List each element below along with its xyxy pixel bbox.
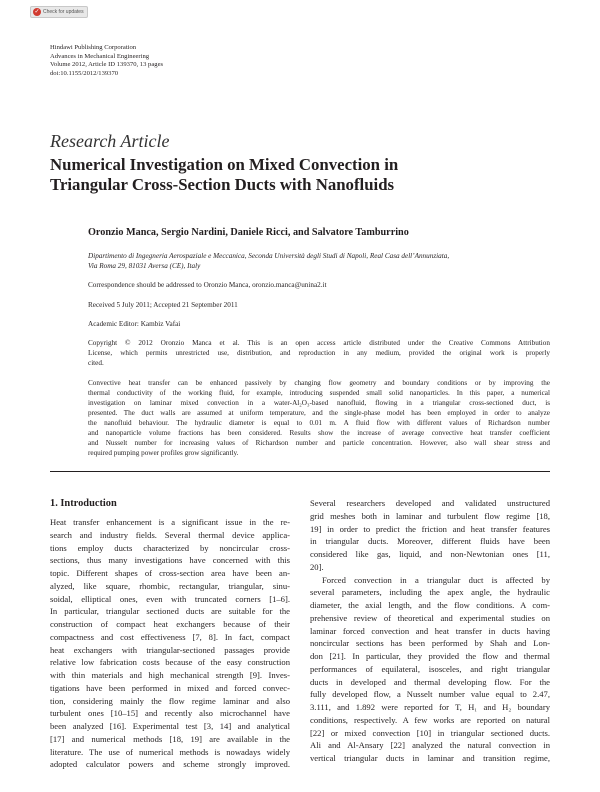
body-line: heat exchangers with triangular-sectioned passages provide bbox=[50, 644, 290, 655]
abstract bbox=[88, 378, 550, 458]
body-line: vertical triangular ducts in laminar and transition regime, bbox=[310, 753, 550, 763]
body-line: compactness and cost effectiveness [7, 8]. In fact, compact bbox=[50, 631, 290, 642]
abstract-line: and nanoparticle volume fractions has been considered. Results show the increase of average convective heat transfer coefficient bbox=[88, 429, 550, 437]
abstract-line: the nanofluid behaviour. The hydraulic diameter is equal to 0.01 m. A fluid flow with different values of Richardson number bbox=[88, 419, 550, 427]
body-line: [22] or mixed convection [10] in triangular sectioned ducts. bbox=[310, 727, 550, 738]
body-line: turbulent ones [10–15] and recently also microchannel have bbox=[50, 708, 290, 719]
body-line: tions employ ducts characterized by noncircular cross- bbox=[50, 542, 290, 553]
abstract-line: thermal conductivity of the working fluid, for example, introducing suspended small solid nanoparticles. In this paper, a numerical bbox=[88, 389, 550, 397]
doi: doi:10.1155/2012/139370 bbox=[50, 69, 119, 77]
body-line: tigations have been performed in mixed and forced convec- bbox=[50, 682, 290, 693]
body-line: been analyzed [16]. Experimental test [3, 14] and analytical bbox=[50, 721, 290, 731]
body-line: literature. The use of numerical methods is nowadays widely bbox=[50, 746, 290, 757]
body-line: 19] in order to predict the friction and heat transfer features bbox=[310, 523, 550, 534]
received-dates: Received 5 July 2011; Accepted 21 September 2011 bbox=[88, 301, 238, 309]
body-line: 20]. bbox=[310, 561, 324, 572]
right-column bbox=[310, 497, 550, 765]
section-divider bbox=[50, 471, 550, 472]
body-line: noncircular sections has been performed by Shah and Lon- bbox=[310, 638, 550, 649]
body-line: Several researchers developed and validated unstructured bbox=[310, 498, 550, 508]
body-line: Ali and Al-Ansary [22] analyzed the natural convection in bbox=[310, 740, 550, 751]
body-line: grid meshes both in laminar and turbulent flow regime [18, bbox=[310, 510, 550, 521]
body-line: fully developed flow, a Nusselt number value equal to 2.47, bbox=[310, 689, 550, 700]
publisher: Hindawi Publishing Corporation bbox=[50, 44, 137, 51]
authors: Oronzio Manca, Sergio Nardini, Daniele Ricci, and Salvatore Tamburrino bbox=[88, 227, 409, 238]
body-line: prehensive review of theoretical and experimental studies on bbox=[310, 612, 550, 623]
body-line: sections, thus many investigations have concerned with this bbox=[50, 555, 290, 566]
body-line: topic. Different shapes of cross-section area have been an- bbox=[50, 568, 290, 578]
title-line: Triangular Cross-Section Ducts with Nanofluids bbox=[50, 175, 395, 194]
body-line: alyzed, like square, rhombic, rectangular, triangular, sinu- bbox=[50, 580, 290, 591]
check-for-updates-icon: ✓ bbox=[34, 9, 40, 15]
abstract-line: and Nusselt number for increasing values of Richardson number and particle concentration. However, also wall shear stress and bbox=[88, 439, 550, 447]
journal-name: Advances in Mechanical Engineering bbox=[50, 52, 150, 60]
abstract-line: Convective heat transfer can be enhanced passively by changing flow geometry and boundary conditions or by improving the bbox=[88, 379, 550, 387]
abstract-line: presented. The duct walls are assumed at uniform temperature, and the single-phase model has been employed in order to analyze bbox=[88, 409, 550, 417]
check-for-updates-label: Check for updates bbox=[43, 9, 84, 15]
copyright-line: Copyright © 2012 Oronzio Manca et al. This is an open access article distributed under the Creative Commons Attribution bbox=[88, 339, 550, 347]
correspondence: Correspondence should be addressed to Oronzio Manca, oronzio.manca@unina2.it bbox=[88, 281, 327, 289]
body-line: In particular, triangular sectioned ducts are suitable for the bbox=[50, 606, 290, 617]
body-line: several parameters, including the apex angle, the hydraulic bbox=[310, 587, 550, 598]
abstract-line: investigation on laminar mixed convection in a water-Al₂O₃-based nanofluid, flowing in a triangular cross-sectioned duct, is bbox=[88, 399, 550, 407]
article-type: Research Article bbox=[50, 131, 170, 151]
body-line: adopted calculator powers and scheme strongly improved. bbox=[50, 759, 290, 770]
journal-info bbox=[50, 44, 163, 78]
body-line: performances of equilateral, isosceles, and right triangular bbox=[310, 663, 550, 674]
academic-editor: Academic Editor: Kambiz Vafai bbox=[88, 320, 181, 328]
paper-title bbox=[50, 155, 550, 195]
body-line: in triangular ducts. Moreover, different fluids have been bbox=[310, 536, 550, 547]
section-heading-introduction: 1. Introduction bbox=[50, 498, 117, 509]
body-line: with thin materials and high mechanical strength [9]. Inves- bbox=[50, 670, 290, 680]
left-column bbox=[50, 516, 290, 771]
body-line: laminar forced convection and heat transfer in ducts having bbox=[310, 625, 550, 636]
body-line: construction of compact heat exchangers because of their bbox=[50, 619, 290, 629]
title-line: Numerical Investigation on Mixed Convection in bbox=[50, 155, 399, 174]
copyright-notice bbox=[88, 338, 550, 368]
body-line: conditions, respectively. A few works are reported on natural bbox=[310, 714, 550, 725]
body-line: soidal, elliptical ones, even with truncated corners [1–6]. bbox=[50, 593, 290, 604]
body-line: don [21]. In particular, they provided the flow and thermal bbox=[310, 651, 550, 661]
affiliation-line: Dipartimento di Ingegneria Aerospaziale e Meccanica, Seconda Università degli Studi di Napoli, Real Casa dell’Annunziata, bbox=[88, 252, 450, 260]
affiliation bbox=[88, 251, 550, 271]
volume-info: Volume 2012, Article ID 139370, 13 pages bbox=[50, 61, 164, 69]
body-line: tion, considering mainly the flow regime laminar and also bbox=[50, 695, 290, 706]
body-line: considered like gas, liquid, and non-Newtonian ones [11, bbox=[310, 549, 550, 559]
body-line: diameter, the axial length, and the flow conditions. A com- bbox=[310, 600, 550, 610]
body-line: relative low fabrication costs because of the easy construction bbox=[50, 657, 290, 668]
copyright-line: cited. bbox=[88, 359, 104, 367]
abstract-line: required pumping power profiles grow significantly. bbox=[88, 449, 239, 457]
affiliation-line: Via Roma 29, 81031 Aversa (CE), Italy bbox=[88, 262, 201, 270]
body-line: ducts in developed and thermal developing flow. For the bbox=[310, 676, 550, 687]
body-line: Heat transfer enhancement is a significant issue in the re- bbox=[50, 517, 290, 527]
body-line: [17] and numerical methods [18, 19] are available in the bbox=[50, 733, 290, 744]
body-line: Forced convection in a triangular duct is affected by bbox=[322, 574, 550, 585]
body-line: search and industry fields. Several thermal device applica- bbox=[50, 529, 290, 540]
copyright-line: License, which permits unrestricted use, distribution, and reproduction in any medium, provided the original work is properly bbox=[88, 349, 550, 357]
body-line: 3.111, and 1.892 were reported for T, H₁ and H₂ boundary bbox=[310, 702, 550, 712]
check-for-updates-badge[interactable] bbox=[30, 6, 88, 18]
